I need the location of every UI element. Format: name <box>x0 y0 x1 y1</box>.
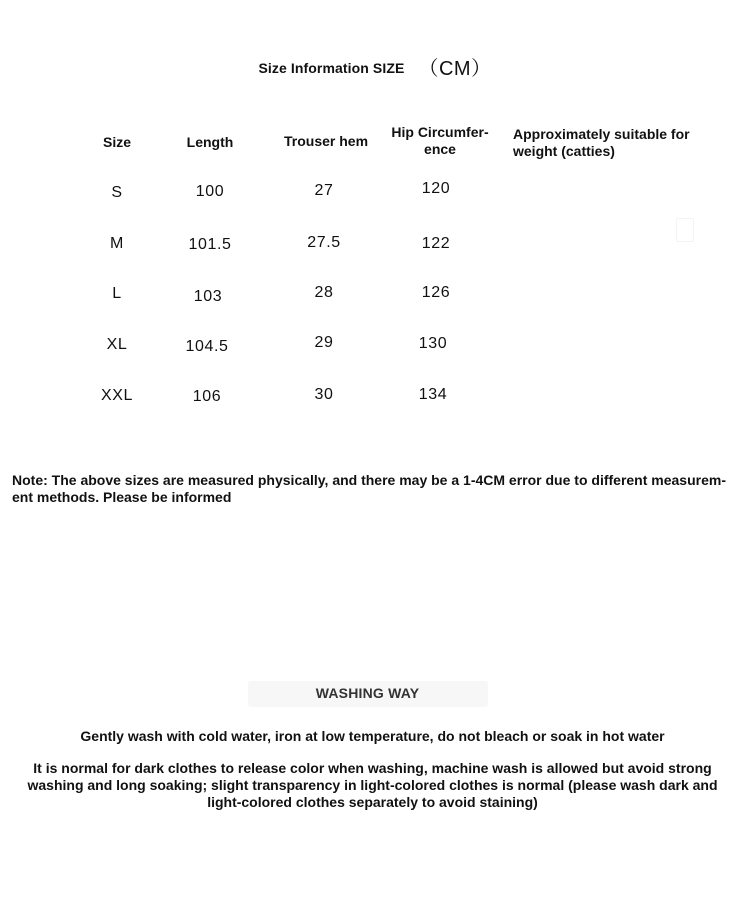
row-s-hem: 27 <box>314 182 334 199</box>
row-l-hip: 126 <box>421 284 451 301</box>
header-weight: Approximately suitable for weight (catties) <box>513 126 690 159</box>
row-xxl-size: XXL <box>100 387 134 404</box>
row-m-hip: 122 <box>421 235 451 252</box>
row-m-length: 101.5 <box>188 236 232 253</box>
row-xxl-hip: 134 <box>418 386 448 403</box>
row-m-hem: 27.5 <box>307 234 341 251</box>
washing-instruction-2: It is normal for dark clothes to release color when washing, machine wash is allowed but avoid strong washing and long soaking; slight transparency in light-colored clothes is normal (please wash dark and light-colored clothes separately to avoid staining) <box>27 760 718 810</box>
row-l-length: 103 <box>193 288 223 305</box>
title-text: Size Information SIZE <box>258 60 405 76</box>
row-m-size: M <box>110 235 124 252</box>
header-trouser-hem: Trouser hem <box>283 133 369 149</box>
header-hip-circumference: Hip Circumfer-ence <box>391 124 489 157</box>
row-xl-hip: 130 <box>418 335 448 352</box>
row-l-size: L <box>112 285 122 302</box>
row-s-hip: 120 <box>421 180 451 197</box>
faint-watermark-icon <box>676 218 694 242</box>
row-l-hem: 28 <box>314 284 334 301</box>
washing-instruction-1: Gently wash with cold water, iron at low temperature, do not bleach or soak in hot water <box>80 728 665 744</box>
row-xxl-hem: 30 <box>314 386 334 403</box>
washing-title: WASHING WAY <box>315 685 420 701</box>
measurement-note: Note: The above sizes are measured physically, and there may be a 1-4CM error due to different measurem-ent methods. Please be informed <box>12 472 726 505</box>
row-xl-size: XL <box>106 336 128 353</box>
row-s-size: S <box>111 184 123 201</box>
page-title <box>0 52 750 81</box>
row-xxl-length: 106 <box>192 388 222 405</box>
title-unit: （CM） <box>418 58 492 80</box>
row-xl-hem: 29 <box>314 334 334 351</box>
row-xl-length: 104.5 <box>185 338 229 355</box>
header-length: Length <box>186 134 234 150</box>
row-s-length: 100 <box>195 183 225 200</box>
header-size: Size <box>102 134 131 150</box>
